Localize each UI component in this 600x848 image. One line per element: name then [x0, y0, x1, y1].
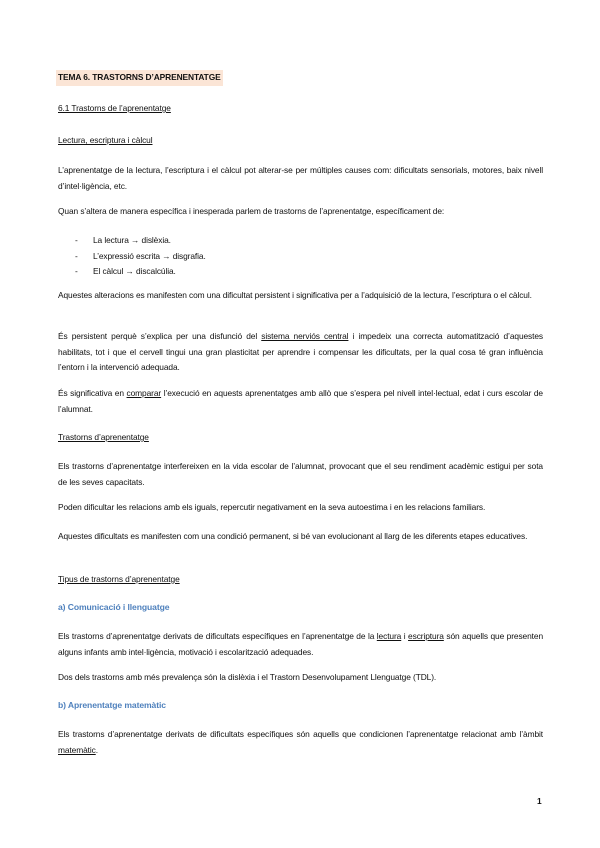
paragraph-prevalence: Dos dels trastorns amb més prevalença són la dislèxia i el Trastorn Desenvolupament Llenguatge (TDL). [58, 672, 437, 682]
paragraph-permanent: Aquestes dificultats es manifesten com una condició permanent, si bé van evolucionant al llarg de les diferents etapes educatives. [58, 531, 528, 541]
paragraph-relations: Poden dificultar les relacions amb els iguals, repercutir negativament en la seva autoestima i en les relacions familiars. [58, 502, 486, 512]
paragraph-interference: Els trastorns d’aprenentatge interfereixen en la vida escolar de l’alumnat, provocant que el seu rendiment acadèmic estigui per sota de les seves capacitats. [58, 461, 543, 487]
link-sistema-nervios-central[interactable]: sistema nerviós central [261, 331, 349, 341]
heading-comunicacio-llenguatge: a) Comunicació i llenguatge [58, 602, 170, 612]
paragraph-specific-disorders: Quan s’altera de manera específica i inesperada parlem de trastorns de l’aprenentatge, específicament de: [58, 206, 445, 216]
heading-aprenentatge-matematic: b) Aprenentatge matemàtic [58, 700, 166, 710]
page-number: 1 [537, 796, 542, 806]
subheading-trastorns-aprenentatge: Trastorns d’aprenentatge [58, 432, 149, 442]
paragraph-matematic: Els trastorns d’aprenentatge derivats de dificultats específiques són aquells que condicionen l’aprenentatge relacionat amb l’àmbit matemàtic. [58, 729, 543, 755]
section-heading-6-1: 6.1 Trastorns de l’aprenentatge [58, 103, 171, 113]
paragraph-lectura-escriptura: Els trastorns d’aprenentatge derivats de dificultats específiques en l’aprenentatge de la lectura i escriptura són aquells que presenten alguns infants amb intel·ligència, motivació i escolarització adequades. [58, 631, 543, 657]
subheading-lectura-escriptura-calcul: Lectura, escriptura i càlcul [58, 135, 153, 145]
disorders-list [58, 233, 543, 280]
paragraph-significant: És significativa en comparar l’execució en aquests aprenentatges amb allò que s’espera pel nivell intel·lectual, edat i curs escolar de l’alumnat. [58, 388, 543, 414]
list-item: - La lectura → dislèxia. [75, 235, 171, 245]
link-comparar[interactable]: comparar [126, 388, 162, 398]
link-matematic[interactable]: matemàtic [58, 744, 96, 755]
paragraph-alterations: Aquestes alteracions es manifesten com una dificultat persistent i significativa per a l’adquisició de la lectura, l’escriptura o el càlcul. [58, 290, 532, 300]
link-lectura[interactable]: lectura [376, 631, 402, 641]
paragraph-causes: L’aprenentatge de la lectura, l’escriptura i el càlcul pot alterar-se per múltiples causes com: dificultats sensorials, motores, baix nivell d’intel·ligència, etc. [58, 165, 543, 191]
document-title: TEMA 6. TRASTORNS D’APRENENTATGE [58, 70, 543, 86]
link-escriptura[interactable]: escriptura [408, 631, 444, 641]
list-item: - L’expressió escrita → disgrafia. [75, 250, 206, 261]
paragraph-persistent: És persistent perquè s’explica per una disfunció del sistema nerviós central i impedeix una correcta automatització d’aquestes habilitats, tot i que el cervell tingui una gran plasticitat per aprendre i compensar les dificultats, per la qual cosa té gran influència l’entorn i la intervenció adequada. [58, 331, 544, 372]
subheading-tipus-trastorns: Tipus de trastorns d’aprenentatge [58, 574, 180, 584]
list-item: - El càlcul → discalcúlia. [75, 266, 176, 276]
